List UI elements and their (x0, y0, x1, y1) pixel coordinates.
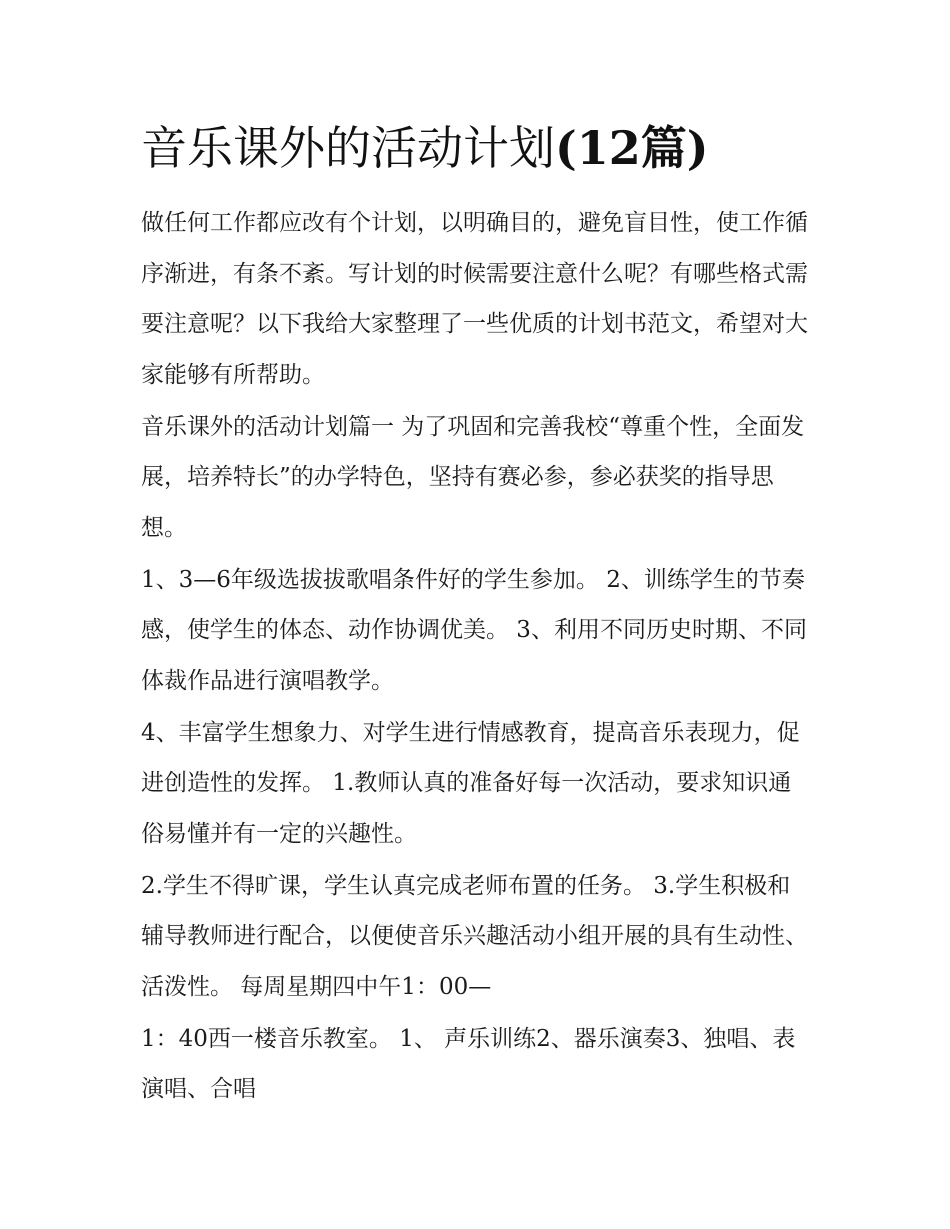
document-body (141, 198, 813, 1116)
paragraph-plan-one: 音乐课外的活动计划篇一 为了巩固和完善我校“尊重个性，全面发展，培养特长”的办学特色，坚持有赛必参，参必获奖的指导思想。 (141, 413, 805, 541)
paragraph-schedule: 1：40西一楼音乐教室。 1、 声乐训练2、器乐演奏3、独唱、表演唱、合唱 (141, 1025, 796, 1102)
document-title-main: 音乐课外的活动计划 (141, 121, 555, 175)
paragraph-intro: 做任何工作都应改有个计划，以明确目的，避免盲目性，使工作循序渐进，有条不紊。写计划的时候需要注意什么呢？有哪些格式需要注意呢？以下我给大家整理了一些优质的计划书范文，希望对大家能够有所帮助。 (141, 210, 808, 388)
paragraph-goals: 1、3—6年级选拔拔歌唱条件好的学生参加。 2、训练学生的节奏感，使学生的体态、动作协调优美。 3、利用不同历史时期、不同体裁作品进行演唱教学。 (141, 566, 807, 694)
document-title (141, 118, 841, 178)
document-title-suffix: (12篇) (555, 121, 709, 175)
paragraph-requirements: 4、丰富学生想象力、对学生进行情感教育，提高音乐表现力，促进创造性的发挥。 1.教师认真的准备好每一次活动，要求知识通俗易懂并有一定的兴趣性。 (141, 719, 800, 847)
paragraph-student-rules: 2.学生不得旷课，学生认真完成老师布置的任务。 3.学生积极和辅导教师进行配合，以便使音乐兴趣活动小组开展的具有生动性、活泼性。 每周星期四中午1：00— (141, 872, 808, 1000)
